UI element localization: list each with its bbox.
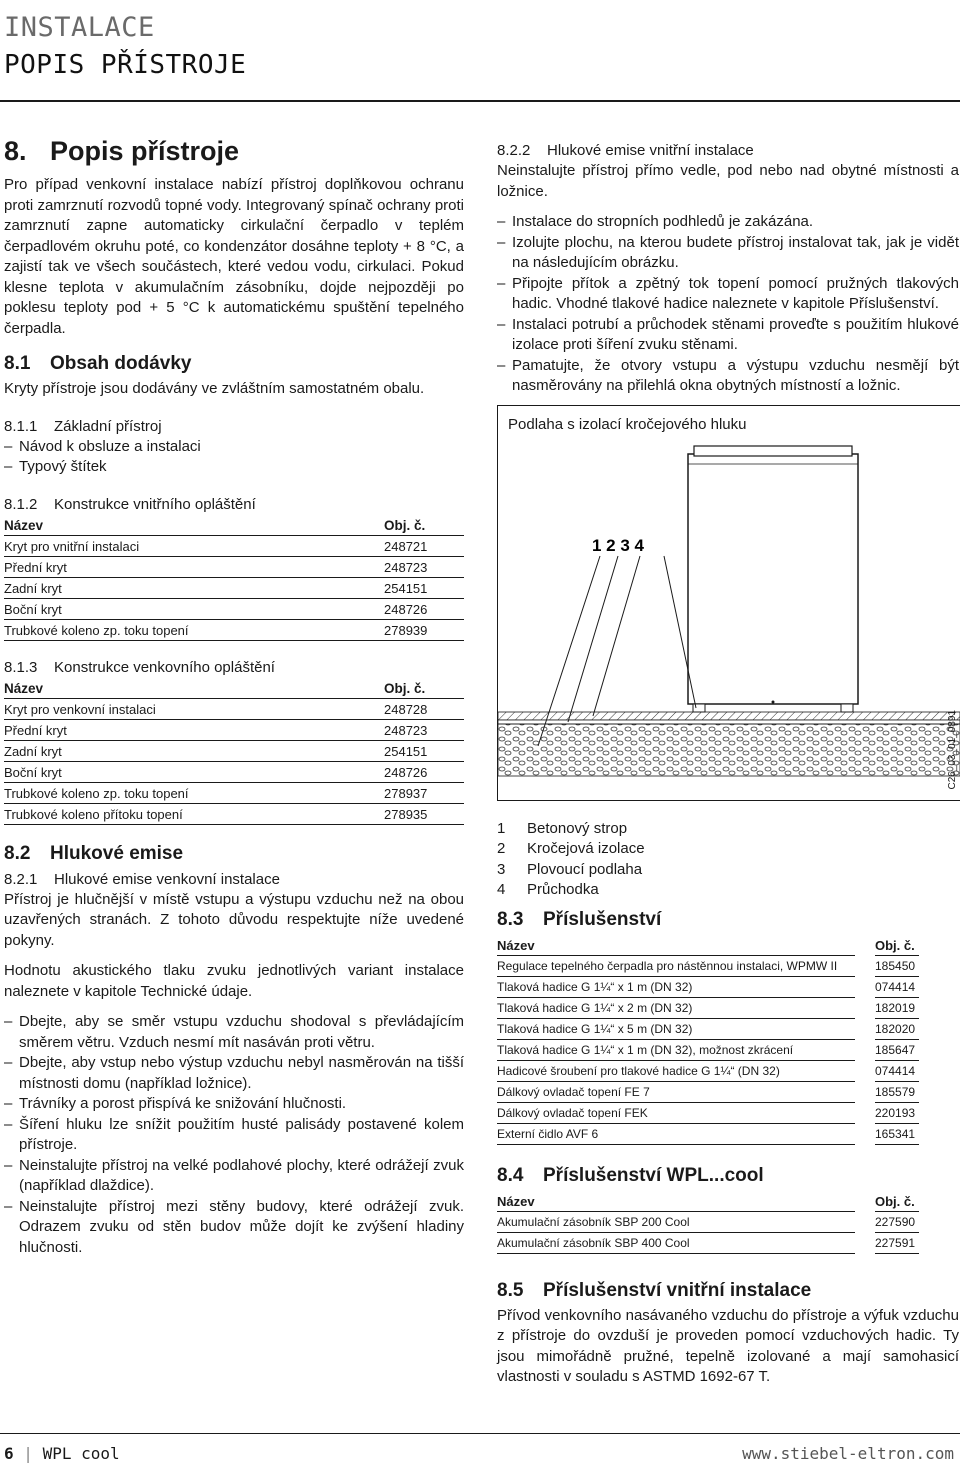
heat-pump-unit [688, 454, 858, 704]
table-row: Trubkové koleno zp. toku topení 278937 [4, 782, 464, 803]
table-row: Boční kryt 248726 [4, 761, 464, 782]
section-8-4-heading: 8.4 Příslušenství WPL...cool [497, 1164, 764, 1186]
section-8-5-heading: 8.5 Příslušenství vnitřní instalace [497, 1279, 812, 1301]
table-header-row: Název Obj. č. [497, 935, 919, 956]
section-8-2-2-heading: 8.2.2 Hlukové emise vnitřní instalace [497, 142, 754, 159]
list-item: – Šíření hluku lze snížit použitím husté palisády postavené kolem přístroje. [4, 1115, 464, 1153]
list-item: – Instalace do stropních podhledů je zakázána. [497, 213, 814, 230]
product-name: WPL cool [42, 1444, 120, 1463]
figure-legend [497, 819, 959, 901]
table-row: Dálkový ovladač topení FEK 220193 [497, 1102, 919, 1123]
table-row: Kryt pro venkovní instalaci 248728 [4, 698, 464, 719]
list-item: – Neinstalujte přístroj na velké podlahové plochy, které odrážejí zvuk (například dlaždice). [4, 1156, 464, 1194]
table-row: Trubkové koleno zp. toku topení 278939 [4, 619, 464, 640]
table-header-row: Název Obj. č. [4, 515, 464, 536]
figure-callout-numbers: 1 2 3 4 [592, 535, 644, 555]
table-row: Hadicové šroubení pro tlakové hadice G 1¼“ (DN 32) 074414 [497, 1060, 919, 1081]
section-8-1-3-heading: 8.1.3 Konstrukce venkovního opláštění [4, 658, 275, 676]
footer-separator: | [23, 1444, 33, 1463]
section-8-2-1-paragraph-2: Hodnotu akustického tlaku zvuku jednotlivých variant instalace naleznete v kapitole Technické údaje. [4, 962, 464, 1000]
legend-item: 4 Průchodka [497, 881, 599, 898]
table-row: Zadní kryt 254151 [4, 740, 464, 761]
table-row: Akumulační zásobník SBP 400 Cool 227591 [497, 1232, 919, 1253]
list-item: – Dbejte, aby se směr vstupu vzduchu shodoval s převládajícím směrem větru. Vzduch nesmí mít nasáván proti větru. [4, 1013, 464, 1051]
table-header-row: Název Obj. č. [4, 678, 464, 699]
unit-foot-right [841, 704, 853, 712]
impact-insulation-layer [498, 720, 960, 724]
section-8-5-paragraph: Přívod venkovního nasávaného vzduchu do přístroje a výfuk vzduchu z přístroje do ovzduší je proveden pomocí vzduchových hadic. Ty jsou mimořádně pružné, tepelně izolované a mají samohasicí vlastnosti v souladu s ASTMD 1692-67 T. [497, 1306, 959, 1385]
list-item: – Dbejte, aby vstup nebo výstup vzduchu nebyl nasměrován na tišší místnosti domu (například ložnice). [4, 1054, 464, 1092]
section-8-paragraph: Pro případ venkovní instalace nabízí přístroj doplňkovou ochranu proti zamrznutí rozvodů topné vody. Integrovaný spínač ochrany proti zamrznutí zapne automaticky cirkulační čerpadlo v teplém čerpadlovém okruhu poté, co kondenzátor dosáhne teploty + 8 °C, a zajistí tak ve všech součástech, které vedou vodu, cirkulaci. Pokud klesne teplota v akumulačním zásobníku, dojde nejpozději po poklesu teploty pod + 5 °C k automatickému spuštění tepelného čerpadla. [4, 176, 464, 337]
footer-url: www.stiebel-eltron.com [742, 1444, 954, 1463]
section-8-1-1-heading: 8.1.1 Základní přístroj [4, 417, 162, 435]
list-item: – Návod k obsluze a instalaci [4, 437, 201, 455]
section-8-2-2-paragraph: Neinstalujte přístroj přímo vedle, pod nebo nad obytné místnosti a ložnice. [497, 162, 959, 200]
inner-casing-table [4, 515, 464, 641]
list-item: – Instalaci potrubí a průchodek stěnami proveďte s použitím hlukové izolace proti šíření zvuku stěnami. [497, 315, 959, 353]
table-row: Dálkový ovladač topení FE 7 185579 [497, 1081, 919, 1102]
accessories-table [497, 935, 919, 1145]
left-column [4, 130, 464, 1258]
table-row: Tlaková hadice G 1¼“ x 5 m (DN 32) 182020 [497, 1018, 919, 1039]
figure-caption: Podlaha s izolací kročejového hluku [508, 415, 747, 433]
list-item: – Připojte přítok a zpětný tok topení pomocí pružných tlakových hadic. Vhodné tlakové hadice naleznete v kapitole Příslušenství. [497, 274, 959, 312]
legend-item: 3 Plovoucí podlaha [497, 860, 643, 878]
table-row: Boční kryt 248726 [4, 598, 464, 619]
table-row: Přední kryt 248723 [4, 556, 464, 577]
list-item: – Typový štítek [4, 458, 107, 475]
list-item: – Pamatujte, že otvory vstupu a výstupu vzduchu nesmějí být nasměrovány na přilehlá okna obytných místností a ložnic. [497, 356, 959, 394]
table-row: Přední kryt 248723 [4, 719, 464, 740]
table-row: Trubkové koleno přítoku topení 278935 [4, 803, 464, 824]
unit-foot-left [693, 704, 705, 712]
section-8-1-2-heading: 8.1.2 Konstrukce vnitřního opláštění [4, 495, 256, 513]
cool-accessories-table [497, 1191, 919, 1254]
list-item: – Neinstalujte přístroj mezi stěny budovy, které odrážejí zvuk. Odrazem zvuku od stěn budov může dojít ke zvýšení hladiny hlučnosti. [4, 1197, 464, 1256]
right-column [497, 142, 959, 1394]
table-row: Regulace tepelného čerpadla pro nástěnnou instalaci, WPMW II 185450 [497, 955, 919, 976]
unit-top-cover [694, 446, 852, 456]
footer-divider [0, 1433, 960, 1434]
concrete-ceiling-layer [498, 724, 960, 776]
footer-left [4, 1444, 120, 1463]
page-number: 6 [4, 1444, 14, 1463]
section-8-1-heading: 8.1 Obsah dodávky [4, 353, 192, 374]
list-item: – Trávníky a porost přispívá ke snižování hlučnosti. [4, 1095, 347, 1112]
table-row: Tlaková hadice G 1¼“ x 1 m (DN 32), možnost zkrácení 185647 [497, 1039, 919, 1060]
outer-casing-table [4, 678, 464, 825]
header-section: INSTALACE [4, 12, 155, 43]
floor-diagram [498, 406, 960, 800]
section-8-heading: 8. Popis přístroje [4, 136, 240, 166]
figure-id: C26_03_01_0891 [947, 709, 958, 790]
section-8-2-1-heading: 8.2.1 Hlukové emise venkovní instalace [4, 870, 280, 888]
table-row: Kryt pro vnitřní instalaci 248721 [4, 535, 464, 556]
section-8-2-1-paragraph-1: Přístroj je hlučnější v místě vstupu a výstupu vzduchu než na obou uzavřených stranách. Z tohoto důvodu respektujte níže uvedené pokyny. [4, 890, 464, 949]
table-row: Akumulační zásobník SBP 200 Cool 227590 [497, 1211, 919, 1232]
table-header-row: Název Obj. č. [497, 1191, 919, 1212]
legend-item: 1 Betonový strop [497, 819, 628, 837]
floating-floor-layer [498, 712, 960, 720]
list-item: – Izolujte plochu, na kterou budete přístroj instalovat tak, jak je vidět na následujícím obrázku. [497, 233, 959, 271]
table-row: Externí čidlo AVF 6 165341 [497, 1123, 919, 1144]
header-divider [0, 100, 960, 102]
section-8-1-paragraph: Kryty přístroje jsou dodávány ve zvláštním samostatném obalu. [4, 380, 425, 397]
floor-insulation-figure [497, 405, 960, 801]
table-row: Tlaková hadice G 1¼“ x 2 m (DN 32) 182019 [497, 997, 919, 1018]
table-row: Zadní kryt 254151 [4, 577, 464, 598]
header-title: POPIS PŘÍSTROJE [4, 50, 247, 80]
section-8-3-heading: 8.3 Příslušenství [497, 908, 662, 930]
section-8-2-heading: 8.2 Hlukové emise [4, 842, 184, 864]
legend-item: 2 Kročejová izolace [497, 840, 645, 857]
table-row: Tlaková hadice G 1¼“ x 1 m (DN 32) 074414 [497, 976, 919, 997]
